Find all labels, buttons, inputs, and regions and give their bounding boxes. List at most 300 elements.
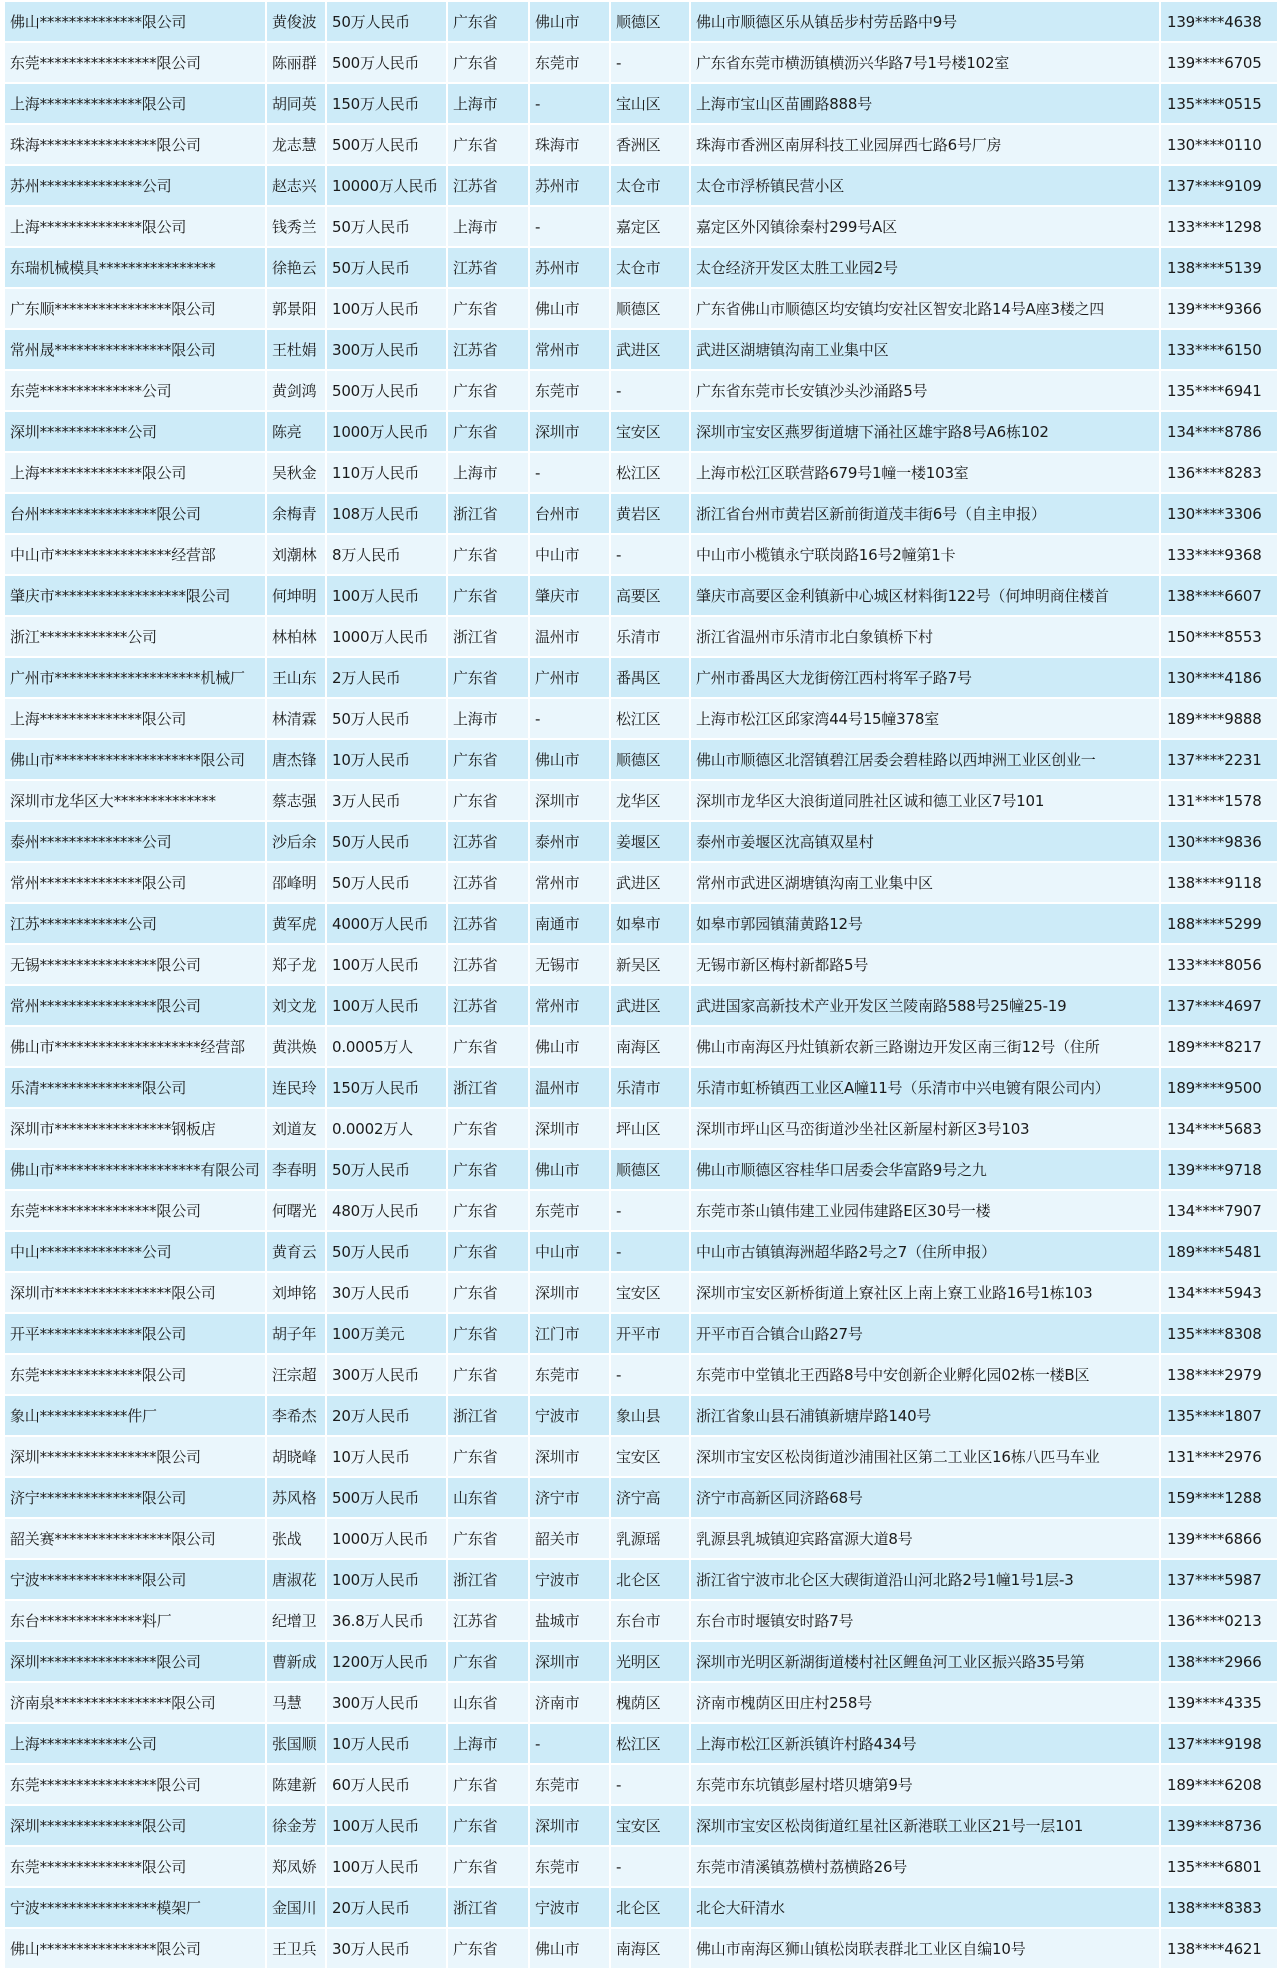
company-name-cell: 上海************公司: [4, 1723, 266, 1764]
district-cell: 顺德区: [610, 288, 690, 329]
province-cell: 广东省: [447, 1272, 529, 1313]
contact-name-cell: 郭景阳: [266, 288, 326, 329]
district-cell: -: [610, 42, 690, 83]
province-cell: 广东省: [447, 1026, 529, 1067]
address-cell: 浙江省宁波市北仑区大碶街道沿山河北路2号1幢1号1层-3: [690, 1559, 1160, 1600]
registered-capital-cell: 110万人民币: [326, 452, 447, 493]
province-cell: 广东省: [447, 1518, 529, 1559]
city-cell: 东莞市: [529, 42, 610, 83]
province-cell: 浙江省: [447, 1887, 529, 1928]
contact-name-cell: 何坤明: [266, 575, 326, 616]
company-name-cell: 常州晟****************限公司: [4, 329, 266, 370]
table-row: [4, 780, 1278, 821]
company-name-cell: 深圳************公司: [4, 411, 266, 452]
district-cell: -: [610, 370, 690, 411]
phone-cell: 188****5299: [1160, 903, 1278, 944]
city-cell: 中山市: [529, 534, 610, 575]
table-row: [4, 1436, 1278, 1477]
district-cell: 光明区: [610, 1641, 690, 1682]
registered-capital-cell: 50万人民币: [326, 206, 447, 247]
company-name-cell: 佛山**************限公司: [4, 1, 266, 42]
province-cell: 广东省: [447, 1108, 529, 1149]
registered-capital-cell: 100万人民币: [326, 985, 447, 1026]
district-cell: 太仓市: [610, 165, 690, 206]
company-name-cell: 开平**************限公司: [4, 1313, 266, 1354]
contact-name-cell: 马慧: [266, 1682, 326, 1723]
city-cell: -: [529, 452, 610, 493]
phone-cell: 133****1298: [1160, 206, 1278, 247]
province-cell: 广东省: [447, 1231, 529, 1272]
province-cell: 上海市: [447, 206, 529, 247]
company-name-cell: 常州****************限公司: [4, 985, 266, 1026]
phone-cell: 137****5987: [1160, 1559, 1278, 1600]
phone-cell: 138****4621: [1160, 1928, 1278, 1969]
province-cell: 江苏省: [447, 329, 529, 370]
address-cell: 中山市古镇镇海洲超华路2号之7（住所申报）: [690, 1231, 1160, 1272]
district-cell: 高要区: [610, 575, 690, 616]
address-cell: 常州市武进区湖塘镇沟南工业集中区: [690, 862, 1160, 903]
province-cell: 浙江省: [447, 1067, 529, 1108]
address-cell: 深圳市宝安区燕罗街道塘下涌社区雄宇路8号A6栋102: [690, 411, 1160, 452]
district-cell: 宝安区: [610, 1272, 690, 1313]
registered-capital-cell: 50万人民币: [326, 247, 447, 288]
company-name-cell: 象山************件厂: [4, 1395, 266, 1436]
district-cell: 乳源瑶: [610, 1518, 690, 1559]
registered-capital-cell: 300万人民币: [326, 329, 447, 370]
province-cell: 广东省: [447, 534, 529, 575]
address-cell: 珠海市香洲区南屏科技工业园屏西七路6号厂房: [690, 124, 1160, 165]
city-cell: 佛山市: [529, 1928, 610, 1969]
phone-cell: 130****3306: [1160, 493, 1278, 534]
registered-capital-cell: 100万人民币: [326, 575, 447, 616]
phone-cell: 139****6705: [1160, 42, 1278, 83]
province-cell: 江苏省: [447, 903, 529, 944]
table-row: [4, 821, 1278, 862]
city-cell: 佛山市: [529, 1026, 610, 1067]
registered-capital-cell: 300万人民币: [326, 1682, 447, 1723]
district-cell: 济宁高: [610, 1477, 690, 1518]
phone-cell: 133****9368: [1160, 534, 1278, 575]
contact-name-cell: 黄育云: [266, 1231, 326, 1272]
province-cell: 广东省: [447, 657, 529, 698]
district-cell: 乐清市: [610, 1067, 690, 1108]
province-cell: 浙江省: [447, 493, 529, 534]
company-name-cell: 无锡****************限公司: [4, 944, 266, 985]
phone-cell: 136****8283: [1160, 452, 1278, 493]
table-row: [4, 1641, 1278, 1682]
company-name-cell: 深圳**************限公司: [4, 1805, 266, 1846]
registered-capital-cell: 30万人民币: [326, 1928, 447, 1969]
phone-cell: 135****1807: [1160, 1395, 1278, 1436]
contact-name-cell: 陈亮: [266, 411, 326, 452]
district-cell: 太仓市: [610, 247, 690, 288]
table-row: [4, 985, 1278, 1026]
company-name-cell: 东台**************料厂: [4, 1600, 266, 1641]
city-cell: 济南市: [529, 1682, 610, 1723]
company-name-cell: 深圳市****************限公司: [4, 1272, 266, 1313]
address-cell: 深圳市坪山区马峦街道沙坐社区新屋村新区3号103: [690, 1108, 1160, 1149]
table-row: [4, 1518, 1278, 1559]
city-cell: 宁波市: [529, 1887, 610, 1928]
registered-capital-cell: 300万人民币: [326, 1354, 447, 1395]
contact-name-cell: 林柏林: [266, 616, 326, 657]
phone-cell: 139****4335: [1160, 1682, 1278, 1723]
province-cell: 广东省: [447, 575, 529, 616]
district-cell: 宝安区: [610, 411, 690, 452]
city-cell: 东莞市: [529, 1354, 610, 1395]
province-cell: 江苏省: [447, 944, 529, 985]
table-row: [4, 575, 1278, 616]
district-cell: 松江区: [610, 698, 690, 739]
registered-capital-cell: 0.0005万人: [326, 1026, 447, 1067]
province-cell: 广东省: [447, 1354, 529, 1395]
company-name-cell: 浙江************公司: [4, 616, 266, 657]
company-name-cell: 东莞**************限公司: [4, 1354, 266, 1395]
address-cell: 佛山市南海区丹灶镇新农新三路谢边开发区南三街12号（住所: [690, 1026, 1160, 1067]
company-name-cell: 苏州**************公司: [4, 165, 266, 206]
district-cell: 开平市: [610, 1313, 690, 1354]
registered-capital-cell: 50万人民币: [326, 862, 447, 903]
city-cell: 无锡市: [529, 944, 610, 985]
registered-capital-cell: 50万人民币: [326, 698, 447, 739]
province-cell: 广东省: [447, 1764, 529, 1805]
province-cell: 江苏省: [447, 862, 529, 903]
contact-name-cell: 李春明: [266, 1149, 326, 1190]
company-name-cell: 泰州**************公司: [4, 821, 266, 862]
phone-cell: 137****9109: [1160, 165, 1278, 206]
contact-name-cell: 林清霖: [266, 698, 326, 739]
address-cell: 乳源县乳城镇迎宾路富源大道8号: [690, 1518, 1160, 1559]
contact-name-cell: 苏风格: [266, 1477, 326, 1518]
company-name-cell: 韶关赛****************限公司: [4, 1518, 266, 1559]
district-cell: 北仑区: [610, 1559, 690, 1600]
company-name-cell: 深圳****************限公司: [4, 1641, 266, 1682]
registered-capital-cell: 20万人民币: [326, 1887, 447, 1928]
district-cell: 龙华区: [610, 780, 690, 821]
contact-name-cell: 徐金芳: [266, 1805, 326, 1846]
contact-name-cell: 王杜娟: [266, 329, 326, 370]
contact-name-cell: 纪增卫: [266, 1600, 326, 1641]
address-cell: 肇庆市高要区金利镇新中心城区材料街122号（何坤明商住楼首: [690, 575, 1160, 616]
registered-capital-cell: 10000万人民币: [326, 165, 447, 206]
registered-capital-cell: 4000万人民币: [326, 903, 447, 944]
company-name-cell: 济宁**************限公司: [4, 1477, 266, 1518]
phone-cell: 135****6801: [1160, 1846, 1278, 1887]
table-row: [4, 944, 1278, 985]
phone-cell: 138****2966: [1160, 1641, 1278, 1682]
province-cell: 广东省: [447, 1846, 529, 1887]
city-cell: 温州市: [529, 616, 610, 657]
province-cell: 江苏省: [447, 821, 529, 862]
province-cell: 广东省: [447, 780, 529, 821]
city-cell: 江门市: [529, 1313, 610, 1354]
phone-cell: 139****4638: [1160, 1, 1278, 42]
city-cell: 宁波市: [529, 1559, 610, 1600]
city-cell: 深圳市: [529, 1641, 610, 1682]
table-row: [4, 1272, 1278, 1313]
address-cell: 广东省佛山市顺德区均安镇均安社区智安北路14号A座3楼之四: [690, 288, 1160, 329]
registered-capital-cell: 1000万人民币: [326, 1518, 447, 1559]
company-name-cell: 深圳市****************钢板店: [4, 1108, 266, 1149]
contact-name-cell: 龙志慧: [266, 124, 326, 165]
table-row: [4, 1887, 1278, 1928]
registered-capital-cell: 50万人民币: [326, 821, 447, 862]
address-cell: 中山市小榄镇永宁联岗路16号2幢第1卡: [690, 534, 1160, 575]
contact-name-cell: 曹新成: [266, 1641, 326, 1682]
contact-name-cell: 刘文龙: [266, 985, 326, 1026]
address-cell: 嘉定区外冈镇徐秦村299号A区: [690, 206, 1160, 247]
contact-name-cell: 郑子龙: [266, 944, 326, 985]
table-row: [4, 1149, 1278, 1190]
contact-name-cell: 唐淑花: [266, 1559, 326, 1600]
province-cell: 广东省: [447, 1641, 529, 1682]
province-cell: 江苏省: [447, 247, 529, 288]
address-cell: 佛山市顺德区北滘镇碧江居委会碧桂路以西坤洲工业区创业一: [690, 739, 1160, 780]
registered-capital-cell: 1200万人民币: [326, 1641, 447, 1682]
table-row: [4, 1928, 1278, 1969]
province-cell: 广东省: [447, 370, 529, 411]
province-cell: 上海市: [447, 83, 529, 124]
province-cell: 广东省: [447, 1, 529, 42]
table-row: [4, 493, 1278, 534]
contact-name-cell: 黄俊波: [266, 1, 326, 42]
contact-name-cell: 李希杰: [266, 1395, 326, 1436]
phone-cell: 135****6941: [1160, 370, 1278, 411]
registered-capital-cell: 100万人民币: [326, 1846, 447, 1887]
address-cell: 泰州市姜堰区沈高镇双星村: [690, 821, 1160, 862]
address-cell: 北仑大矸清水: [690, 1887, 1160, 1928]
province-cell: 上海市: [447, 698, 529, 739]
address-cell: 如皋市郭园镇蒲黄路12号: [690, 903, 1160, 944]
city-cell: -: [529, 206, 610, 247]
contact-name-cell: 赵志兴: [266, 165, 326, 206]
district-cell: 顺德区: [610, 739, 690, 780]
company-name-cell: 江苏************公司: [4, 903, 266, 944]
table-row: [4, 1559, 1278, 1600]
registered-capital-cell: 108万人民币: [326, 493, 447, 534]
registered-capital-cell: 0.0002万人: [326, 1108, 447, 1149]
address-cell: 上海市宝山区苗圃路888号: [690, 83, 1160, 124]
contact-name-cell: 刘道友: [266, 1108, 326, 1149]
address-cell: 佛山市顺德区容桂华口居委会华富路9号之九: [690, 1149, 1160, 1190]
district-cell: 东台市: [610, 1600, 690, 1641]
phone-cell: 137****2231: [1160, 739, 1278, 780]
phone-cell: 134****7907: [1160, 1190, 1278, 1231]
city-cell: 盐城市: [529, 1600, 610, 1641]
table-row: [4, 1395, 1278, 1436]
table-row: [4, 1764, 1278, 1805]
table-row: [4, 862, 1278, 903]
province-cell: 广东省: [447, 1313, 529, 1354]
city-cell: 深圳市: [529, 1272, 610, 1313]
district-cell: -: [610, 1764, 690, 1805]
table-row: [4, 1723, 1278, 1764]
table-row: [4, 1313, 1278, 1354]
district-cell: 松江区: [610, 452, 690, 493]
district-cell: 宝安区: [610, 1805, 690, 1846]
phone-cell: 134****5683: [1160, 1108, 1278, 1149]
address-cell: 深圳市光明区新湖街道楼村社区鲤鱼河工业区振兴路35号第: [690, 1641, 1160, 1682]
table-row: [4, 1, 1278, 42]
contact-name-cell: 唐杰锋: [266, 739, 326, 780]
registered-capital-cell: 150万人民币: [326, 83, 447, 124]
province-cell: 广东省: [447, 1928, 529, 1969]
phone-cell: 130****0110: [1160, 124, 1278, 165]
table-row: [4, 657, 1278, 698]
table-row: [4, 534, 1278, 575]
address-cell: 浙江省象山县石浦镇新塘岸路140号: [690, 1395, 1160, 1436]
district-cell: 如皋市: [610, 903, 690, 944]
city-cell: -: [529, 698, 610, 739]
province-cell: 上海市: [447, 452, 529, 493]
phone-cell: 139****8736: [1160, 1805, 1278, 1846]
contact-name-cell: 吴秋金: [266, 452, 326, 493]
contact-name-cell: 黄洪焕: [266, 1026, 326, 1067]
district-cell: 宝安区: [610, 1436, 690, 1477]
district-cell: 姜堰区: [610, 821, 690, 862]
phone-cell: 189****9888: [1160, 698, 1278, 739]
contact-name-cell: 胡晓峰: [266, 1436, 326, 1477]
registered-capital-cell: 10万人民币: [326, 1723, 447, 1764]
company-name-cell: 东莞****************限公司: [4, 1190, 266, 1231]
company-name-cell: 常州**************限公司: [4, 862, 266, 903]
table-row: [4, 411, 1278, 452]
company-table: [3, 0, 1279, 1970]
company-name-cell: 深圳市龙华区大**************: [4, 780, 266, 821]
district-cell: -: [610, 1231, 690, 1272]
company-name-cell: 台州****************限公司: [4, 493, 266, 534]
district-cell: 顺德区: [610, 1, 690, 42]
registered-capital-cell: 50万人民币: [326, 1, 447, 42]
company-name-cell: 佛山****************限公司: [4, 1928, 266, 1969]
contact-name-cell: 陈建新: [266, 1764, 326, 1805]
city-cell: 东莞市: [529, 370, 610, 411]
phone-cell: 138****6607: [1160, 575, 1278, 616]
company-name-cell: 济南泉****************限公司: [4, 1682, 266, 1723]
address-cell: 无锡市新区梅村新都路5号: [690, 944, 1160, 985]
province-cell: 广东省: [447, 739, 529, 780]
district-cell: 松江区: [610, 1723, 690, 1764]
district-cell: 乐清市: [610, 616, 690, 657]
contact-name-cell: 连民玲: [266, 1067, 326, 1108]
table-row: [4, 206, 1278, 247]
table-row: [4, 124, 1278, 165]
address-cell: 开平市百合镇合山路27号: [690, 1313, 1160, 1354]
province-cell: 浙江省: [447, 1395, 529, 1436]
province-cell: 广东省: [447, 411, 529, 452]
contact-name-cell: 沙后余: [266, 821, 326, 862]
phone-cell: 137****4697: [1160, 985, 1278, 1026]
table-row: [4, 616, 1278, 657]
contact-name-cell: 黄军虎: [266, 903, 326, 944]
phone-cell: 150****8553: [1160, 616, 1278, 657]
city-cell: 东莞市: [529, 1846, 610, 1887]
registered-capital-cell: 150万人民币: [326, 1067, 447, 1108]
district-cell: 南海区: [610, 1026, 690, 1067]
contact-name-cell: 金国川: [266, 1887, 326, 1928]
address-cell: 东莞市茶山镇伟建工业园伟建路E区30号一楼: [690, 1190, 1160, 1231]
company-name-cell: 中山市****************经营部: [4, 534, 266, 575]
city-cell: -: [529, 83, 610, 124]
company-name-cell: 宁波**************限公司: [4, 1559, 266, 1600]
province-cell: 山东省: [447, 1682, 529, 1723]
district-cell: 宝山区: [610, 83, 690, 124]
district-cell: -: [610, 534, 690, 575]
phone-cell: 131****2976: [1160, 1436, 1278, 1477]
phone-cell: 189****5481: [1160, 1231, 1278, 1272]
city-cell: -: [529, 1723, 610, 1764]
district-cell: -: [610, 1190, 690, 1231]
city-cell: 苏州市: [529, 247, 610, 288]
contact-name-cell: 王山东: [266, 657, 326, 698]
table-row: [4, 288, 1278, 329]
registered-capital-cell: 100万人民币: [326, 944, 447, 985]
city-cell: 广州市: [529, 657, 610, 698]
city-cell: 中山市: [529, 1231, 610, 1272]
table-row: [4, 1108, 1278, 1149]
registered-capital-cell: 20万人民币: [326, 1395, 447, 1436]
table-row: [4, 1354, 1278, 1395]
contact-name-cell: 胡子年: [266, 1313, 326, 1354]
registered-capital-cell: 10万人民币: [326, 1436, 447, 1477]
contact-name-cell: 何曙光: [266, 1190, 326, 1231]
registered-capital-cell: 1000万人民币: [326, 616, 447, 657]
registered-capital-cell: 100万美元: [326, 1313, 447, 1354]
phone-cell: 139****9718: [1160, 1149, 1278, 1190]
address-cell: 武进国家高新技术产业开发区兰陵南路588号25幢25-19: [690, 985, 1160, 1026]
province-cell: 浙江省: [447, 616, 529, 657]
city-cell: 肇庆市: [529, 575, 610, 616]
city-cell: 济宁市: [529, 1477, 610, 1518]
registered-capital-cell: 30万人民币: [326, 1272, 447, 1313]
company-name-cell: 宁波****************模架厂: [4, 1887, 266, 1928]
address-cell: 深圳市宝安区新桥街道上寮社区上南上寮工业路16号1栋103: [690, 1272, 1160, 1313]
phone-cell: 130****9836: [1160, 821, 1278, 862]
district-cell: 武进区: [610, 985, 690, 1026]
contact-name-cell: 刘坤铭: [266, 1272, 326, 1313]
table-row: [4, 1026, 1278, 1067]
address-cell: 东台市时堰镇安时路7号: [690, 1600, 1160, 1641]
city-cell: 东莞市: [529, 1190, 610, 1231]
province-cell: 广东省: [447, 42, 529, 83]
address-cell: 深圳市宝安区松岗街道红星社区新港联工业区21号一层101: [690, 1805, 1160, 1846]
table-row: [4, 1067, 1278, 1108]
district-cell: 象山县: [610, 1395, 690, 1436]
table-row: [4, 1846, 1278, 1887]
phone-cell: 138****8383: [1160, 1887, 1278, 1928]
district-cell: -: [610, 1846, 690, 1887]
address-cell: 深圳市龙华区大浪街道同胜社区诚和德工业区7号101: [690, 780, 1160, 821]
registered-capital-cell: 8万人民币: [326, 534, 447, 575]
company-name-cell: 上海**************限公司: [4, 698, 266, 739]
district-cell: 新吴区: [610, 944, 690, 985]
address-cell: 上海市松江区联营路679号1幢一楼103室: [690, 452, 1160, 493]
district-cell: 黄岩区: [610, 493, 690, 534]
phone-cell: 133****6150: [1160, 329, 1278, 370]
company-name-cell: 肇庆市******************限公司: [4, 575, 266, 616]
city-cell: 常州市: [529, 985, 610, 1026]
phone-cell: 131****1578: [1160, 780, 1278, 821]
province-cell: 广东省: [447, 1149, 529, 1190]
phone-cell: 139****9366: [1160, 288, 1278, 329]
registered-capital-cell: 60万人民币: [326, 1764, 447, 1805]
province-cell: 江苏省: [447, 1600, 529, 1641]
city-cell: 常州市: [529, 862, 610, 903]
company-name-cell: 广东顺****************限公司: [4, 288, 266, 329]
table-row: [4, 370, 1278, 411]
company-name-cell: 佛山市********************经营部: [4, 1026, 266, 1067]
city-cell: 佛山市: [529, 739, 610, 780]
